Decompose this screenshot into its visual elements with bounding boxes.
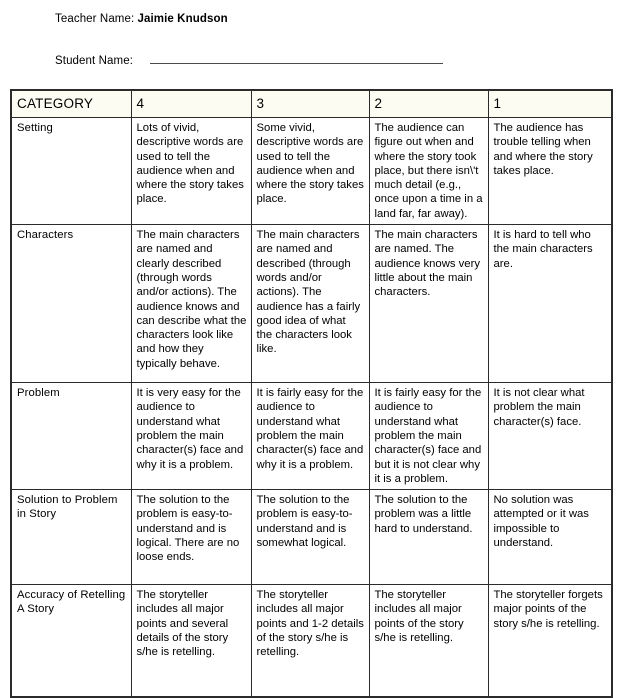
row-category-accuracy-of-retelling-a-story: Accuracy of Retelling A Story — [11, 585, 131, 698]
cell-accuracy-level-4: The storyteller includes all major points and several details of the story s/he is retelling. — [131, 585, 251, 698]
table-row — [11, 225, 612, 383]
cell-solution-level-4: The solution to the problem is easy-to-understand and is logical. There are no loose ends. — [131, 490, 251, 585]
column-header-level-3: 3 — [251, 90, 369, 118]
cell-accuracy-level-2: The storyteller includes all major points of the story s/he is retelling. — [369, 585, 488, 698]
cell-characters-level-1: It is hard to tell who the main characters are. — [488, 225, 612, 383]
column-header-level-2: 2 — [369, 90, 488, 118]
teacher-name-row — [55, 12, 623, 26]
row-category-setting: Setting — [11, 118, 131, 225]
cell-characters-level-4: The main characters are named and clearly described (through words and/or actions). The audience knows and can describe what the characters look like and how they typically behave. — [131, 225, 251, 383]
cell-problem-level-4: It is very easy for the audience to understand what problem the main character(s) face and why it is a problem. — [131, 383, 251, 490]
student-name-row — [55, 53, 623, 68]
rubric-table-container — [10, 89, 611, 698]
table-header-row — [11, 90, 612, 118]
student-name-label: Student Name: — [55, 55, 134, 67]
cell-characters-level-2: The main characters are named. The audience knows very little about the main characters. — [369, 225, 488, 383]
cell-setting-level-1: The audience has trouble telling when and where the story takes place. — [488, 118, 612, 225]
cell-solution-level-2: The solution to the problem was a little hard to understand. — [369, 490, 488, 585]
teacher-name-label: Teacher Name: — [55, 13, 135, 25]
column-header-level-4: 4 — [131, 90, 251, 118]
cell-characters-level-3: The main characters are named and described (through words and/or actions). The audience has a fairly good idea of what the characters look like. — [251, 225, 369, 383]
cell-problem-level-2: It is fairly easy for the audience to understand what problem the main character(s) face and but it is not clear why it is a problem. — [369, 383, 488, 490]
rubric-table — [10, 89, 613, 698]
cell-accuracy-level-1: The storyteller forgets major points of the story s/he is retelling. — [488, 585, 612, 698]
cell-solution-level-3: The solution to the problem is easy-to-understand and is somewhat logical. — [251, 490, 369, 585]
cell-solution-level-1: No solution was attempted or it was impossible to understand. — [488, 490, 612, 585]
cell-accuracy-level-3: The storyteller includes all major points and 1-2 details of the story s/he is retelling. — [251, 585, 369, 698]
column-header-category: CATEGORY — [11, 90, 131, 118]
cell-setting-level-3: Some vivid, descriptive words are used to tell the audience when and where the story takes place. — [251, 118, 369, 225]
teacher-name-value: Jaimie Knudson — [137, 13, 228, 25]
cell-setting-level-2: The audience can figure out when and where the story took place, but there isn\'t much detail (e.g., once upon a time in a land far, far away). — [369, 118, 488, 225]
row-category-problem: Problem — [11, 383, 131, 490]
cell-setting-level-4: Lots of vivid, descriptive words are used to tell the audience when and where the story takes place. — [131, 118, 251, 225]
table-row — [11, 490, 612, 585]
row-category-characters: Characters — [11, 225, 131, 383]
row-category-solution-to-problem-in-story: Solution to Problem in Story — [11, 490, 131, 585]
cell-problem-level-3: It is fairly easy for the audience to understand what problem the main character(s) face and why it is a problem. — [251, 383, 369, 490]
table-row — [11, 585, 612, 698]
column-header-level-1: 1 — [488, 90, 612, 118]
table-row — [11, 383, 612, 490]
student-name-blank-line[interactable] — [150, 53, 443, 64]
form-header — [0, 0, 623, 68]
cell-problem-level-1: It is not clear what problem the main character(s) face. — [488, 383, 612, 490]
table-row — [11, 118, 612, 225]
